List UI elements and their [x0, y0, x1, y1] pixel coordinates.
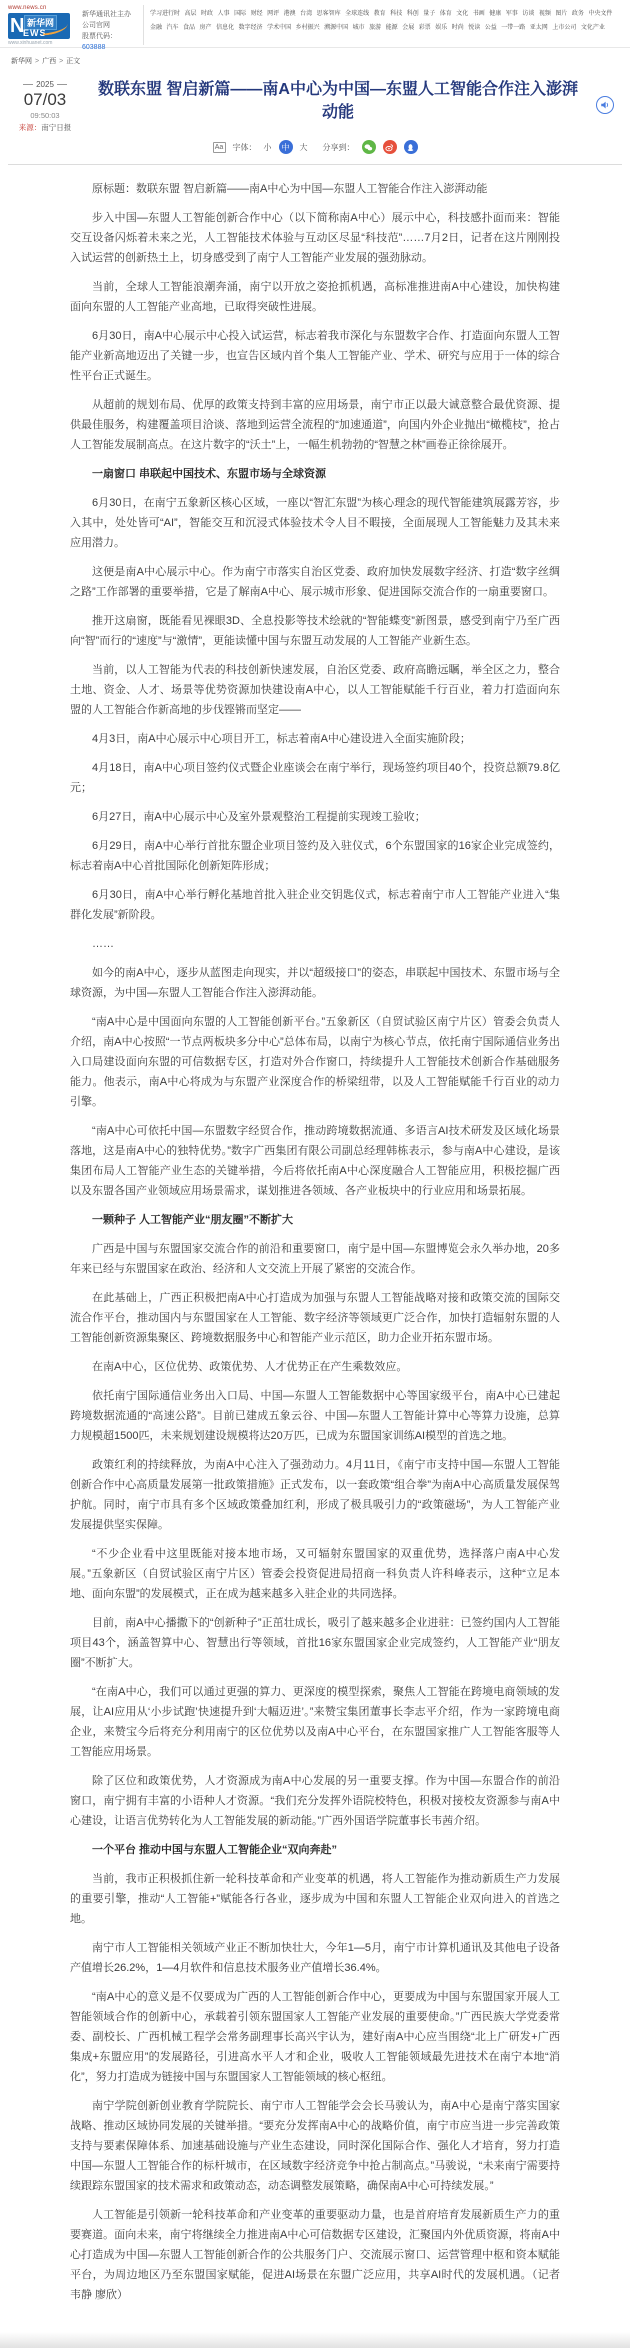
breadcrumb-separator: >	[59, 58, 64, 65]
year-line-right	[57, 84, 67, 85]
nav-link[interactable]: 公益	[484, 25, 497, 31]
source-value: 南宁日报	[41, 123, 72, 132]
article-paragraph: 在此基础上，广西正积极把南A中心打造成为加强与东盟人工智能战略对接和政策交流的国际交流合作平台，推动国内与东盟国家在人工智能、数字经济等领域更广泛合作，加快打造辐射东盟的人工智能创新资源集聚区、跨境数据服务中心和智能产业示范区，助力企业开拓东盟市场。	[70, 1292, 560, 1344]
stock-label: 股票代码：	[82, 33, 117, 40]
footer-gradient	[0, 2332, 630, 2348]
nav-link[interactable]: 时尚	[451, 25, 464, 31]
nav-link[interactable]: 会展	[402, 25, 415, 31]
nav-link[interactable]: 全球连线	[345, 11, 370, 17]
breadcrumb-item[interactable]: 广西	[42, 58, 57, 65]
nav-link[interactable]: 思客智库	[316, 11, 341, 17]
nav-link[interactable]: 上市公司	[552, 25, 577, 31]
article-paragraph: 这便是南A中心展示中心。作为南宁市落实自治区党委、政府加快发展数字经济、打造“数字丝绸之路”工作部署的重要举措，它是了解南A中心、展示城市形象、促进国际交流合作的一扇重要窗口。	[70, 566, 560, 598]
nav-link[interactable]: 文化	[456, 11, 469, 17]
site-header	[0, 0, 630, 51]
font-style-icon[interactable]: Aa	[213, 142, 226, 153]
nav-link[interactable]: 网评	[267, 11, 280, 17]
article-paragraph: “南A中心的意义是不仅要成为广西的人工智能创新合作中心，更要成为中国与东盟国家开展人工智能领域合作的创新中心，承载着引领东盟国家人工智能产业发展的重要使命。”广西民族大学党委常委、副校长、广西机械工程学会常务副理事长高兴宇认为，建好南A中心应当围绕“北上广研发+广西集成+东盟应用”的发展路径，引进高水平人才和企业，吸收人工智能领域最先进技术在南宁本地“消化”，努力打造成为链接中国与东盟国家人工智能领域的核心枢纽。	[70, 1991, 560, 2083]
article-paragraph: 除了区位和政策优势，人才资源成为南A中心发展的另一重要支撑。作为中国—东盟合作的前沿窗口，南宁拥有丰富的小语种人才资源。“我们充分发挥外语院校特色，积极对接校友资源参与南A中心建设，让语言优势转化为人工智能发展的新动能。”广西外国语学院董事长韦茜介绍。	[70, 1775, 560, 1827]
article-paragraph: 南宁市人工智能相关领域产业正不断加快壮大，今年1—5月，南宁市计算机通讯及其他电子设备产值增长26.2%，1—4月软件和信息技术服务业产值增长36.4%。	[70, 1942, 560, 1974]
nav-link[interactable]: 旅游	[369, 25, 382, 31]
article-toolbar	[0, 132, 630, 164]
section-heading: 一扇窗口 串联起中国技术、东盟市场与全球资源	[92, 468, 327, 480]
article-paragraph: “不少企业看中这里既能对接本地市场，又可辐射东盟国家的双重优势，选择落户南A中心发展。”五象新区（自贸试验区南宁片区）管委会投资促进局招商一科负责人许科峰表示，这种“立足本地、面向东盟”的发展模式，正在成为越来越多入驻企业的共同选择。	[70, 1548, 560, 1600]
section-heading: 一颗种子 人工智能产业“朋友圈”不断扩大	[92, 1214, 294, 1226]
nav-link[interactable]: 数字经济	[238, 25, 263, 31]
article-paragraph: 依托南宁国际通信业务出入口局、中国—东盟人工智能数据中心等国家级平台，南A中心已建起跨境数据流通的“高速公路”。目前已建成五象云谷、中国—东盟人工智能计算中心等算力设施，总算力规模超1500匹，未来规划建设规模将达20万匹，已成为东盟国家训练AI模型的首选之地。	[70, 1390, 560, 1442]
xinhua-logo-icon	[8, 13, 70, 39]
article-paragraph: 政策红利的持续释放，为南A中心注入了强劲动力。4月11日，《南宁市支持中国—东盟人工智能创新合作中心高质量发展第一批政策措施》正式发布，以一套政策“组合拳”为南A中心高质量发展保驾护航。同时，南宁市具有多个区域政策叠加红利，形成了极具吸引力的“政策磁场”，为人工智能产业发展提供坚实保障。	[70, 1459, 560, 1531]
font-label: 字体：	[232, 142, 257, 152]
weibo-share-icon[interactable]	[383, 140, 397, 154]
nav-link[interactable]: 食品	[183, 25, 196, 31]
nav-row-2	[150, 24, 622, 33]
nav-link[interactable]: 高层	[184, 11, 197, 17]
breadcrumb-item[interactable]: 新华网	[11, 58, 32, 65]
nav-link[interactable]: 彩票	[418, 25, 431, 31]
font-small-button[interactable]: 小	[263, 142, 272, 152]
article-paragraph: 广西是中国与东盟国家交流合作的前沿和重要窗口，南宁是中国—东盟博览会永久举办地，20多年来已经与东盟国家在政治、经济和人文交流上开展了紧密的交流合作。	[70, 1243, 560, 1275]
nav-link[interactable]: 房产	[199, 25, 212, 31]
nav-link[interactable]: 国际	[234, 11, 247, 17]
article-paragraph: 6月29日，南A中心举行首批东盟企业项目签约及入驻仪式，6个东盟国家的16家企业完成签约，标志着南A中心首批国际化创新矩阵形成；	[70, 840, 560, 872]
article-paragraph: 从超前的规划布局、优厚的政策支持到丰富的应用场景，南宁市正以最大诚意整合最优资源、提供最佳服务，构建覆盖项目洽谈、落地到运营全流程的“加速通道”，向国内外企业抛出“橄榄枝”，抢占人工智能发展制高点。在这片数字的“沃土”上，一幅生机勃勃的“智慧之林”画卷正徐徐展开。	[70, 399, 560, 451]
article-head	[0, 70, 630, 132]
nav-link[interactable]: 能源	[385, 25, 398, 31]
meta-time: 09:50:03	[30, 111, 60, 120]
nav-link[interactable]: 书画	[472, 11, 485, 17]
site-url-top: www.news.cn	[8, 5, 47, 11]
logo-letter-n: N	[10, 15, 25, 37]
article-paragraph: 如今的南A中心，逐步从蓝图走向现实，并以“超级接口”的姿态，串联起中国技术、东盟市场与全球资源，为中国—东盟人工智能合作注入澎湃动能。	[70, 967, 560, 999]
nav-link[interactable]: 科技	[390, 11, 403, 17]
article-paragraph: 6月30日，在南宁五象新区核心区域，一座以“智汇东盟”为核心理念的现代智能建筑展露芳容，步入其中，处处皆可“AI”，智能交互和沉浸式体验技术令人目不暇接，全面展现人工智能魅力及其未来应用潜力。	[70, 497, 560, 549]
org-line2[interactable]: 公司官网	[82, 22, 110, 29]
wechat-share-icon[interactable]	[362, 140, 376, 154]
article-paragraph: 推开这扇窗，既能看见裸眼3D、全息投影等技术绘就的“智能蝶变”新图景，感受到南宁乃至广西向“智”而行的“速度”与“激情”，更能读懂中国与东盟互动发展的人工智能产业新生态。	[70, 615, 560, 647]
audio-play-button[interactable]	[596, 96, 614, 114]
breadcrumb-item: 正文	[66, 58, 81, 65]
meta-date: 07/03	[23, 90, 67, 109]
nav-link[interactable]: 军事	[505, 11, 518, 17]
nav-link[interactable]: 财经	[250, 11, 263, 17]
meta-year: 2025	[10, 80, 80, 89]
article-paragraph: 6月27日，南A中心展示中心及室外景观整治工程提前实现竣工验收；	[92, 811, 426, 823]
nav-row-1	[150, 10, 622, 19]
nav-link[interactable]: 信息化	[216, 25, 235, 31]
article-paragraph: “南A中心是中国面向东盟的人工智能创新平台。”五象新区（自贸试验区南宁片区）管委会负责人介绍，南A中心按照“一节点两板块多分中心”总体布局，以南宁为核心节点，依托南宁国际通信业务出入口局建设面向东盟的可信数据专区，打造对外合作窗口，持续提升人工智能技术创新合作基础服务能力。他表示，南A中心将成为与东盟产业深度合作的桥梁纽带，以及人工智能赋能千行百业的动力引擎。	[70, 1016, 560, 1108]
top-nav	[144, 5, 622, 38]
page-title: 数联东盟 智启新篇——南A中心为中国—东盟人工智能合作注入澎湃动能	[97, 81, 578, 121]
article-paragraph: ……	[92, 938, 114, 950]
nav-link[interactable]: 时政	[201, 11, 214, 17]
article-paragraph: 原标题：数联东盟 智启新篇——南A中心为中国—东盟人工智能合作注入澎湃动能	[92, 183, 488, 195]
nav-link[interactable]: 人事	[217, 11, 230, 17]
nav-link[interactable]: 文化产业	[580, 25, 605, 31]
nav-link[interactable]: 悦读	[468, 25, 481, 31]
logo-swoosh-icon	[41, 22, 68, 36]
article-paragraph: 当前，全球人工智能浪潮奔涌，南宁以开放之姿抢抓机遇，高标准推进南A中心建设，加快构建面向东盟的人工智能产业高地，已取得突破性进展。	[70, 281, 560, 313]
nav-link[interactable]: 量子	[423, 11, 436, 17]
nav-link[interactable]: 教育	[373, 11, 386, 17]
article-body	[0, 165, 630, 2332]
section-heading: 一个平台 推动中国与东盟人工智能企业“双向奔赴”	[92, 1844, 338, 1856]
nav-link[interactable]: 娱乐	[435, 25, 448, 31]
nav-link[interactable]: 汽车	[166, 25, 179, 31]
article-paragraph: 6月30日，南A中心举行孵化基地首批入驻企业交钥匙仪式，标志着南宁市人工智能产业进入“集群化发展”新阶段。	[70, 889, 560, 921]
nav-link[interactable]: 体育	[439, 11, 452, 17]
nav-link[interactable]: 一带一路	[501, 25, 526, 31]
breadcrumb-separator: >	[35, 58, 40, 65]
article-paragraph: 南宁学院创新创业教育学院院长、南宁市人工智能学会会长马骏认为，南A中心是南宁落实国家战略、推动区域协同发展的关键举措。“要充分发挥南A中心的战略价值，南宁市应当进一步完善政策支持与要素保障体系、加速基础设施与产业生态建设，同时深化国际合作、强化人才培育，努力打造中国—东盟人工智能合作的标杆城市，在区域数字经济竞争中抢占制高点。”马骏说，“未来南宁需要持续跟踪东盟国家的技术需求和政策动态，动态调整发展策略，确保南A中心可持续发展。”	[70, 2100, 560, 2192]
article-paragraph: 当前，我市正积极抓住新一轮科技革命和产业变革的机遇，将人工智能作为推动新质生产力发展的重要引擎，推动“人工智能+”赋能各行各业，逐步成为中国和东盟人工智能企业双向进入的首选之地。	[70, 1873, 560, 1925]
source-label: 来源：	[18, 123, 42, 132]
nav-link[interactable]: 乡村振兴	[295, 25, 320, 31]
article-paragraph: “南A中心可依托中国—东盟数字经贸合作，推动跨境数据流通、多语言AI技术研发及区域化场景落地，这是南A中心的独特优势。”数字广西集团有限公司副总经理韩栋表示，参与南A中心建设，是该集团布局人工智能产业生态的关键举措，今后将依托南A中心深度融合人工智能应用，积极挖掘广西以及东盟各国产业领域应用场景需求，谋划推进各领域、各产业板块中的行业应用和场景拓展。	[70, 1125, 560, 1197]
nav-link[interactable]: 港澳	[283, 11, 296, 17]
site-url-bottom: www.xinhuanet.com	[8, 40, 53, 46]
nav-link[interactable]: 访谈	[522, 11, 535, 17]
article-paragraph: 当前，以人工智能为代表的科技创新快速发展，自治区党委、政府高瞻远瞩，举全区之力，整合土地、资金、人才、场景等优势资源加快建设南A中心，以人工智能赋能千行百业，着力打造面向东盟的人工智能合作新高地的步伐铿锵而坚定——	[70, 664, 560, 716]
article-paragraph: 人工智能是引领新一轮科技革命和产业变革的重要驱动力量，也是首府培育发展新质生产力的重要赛道。面向未来，南宁将继续全力推进南A中心可信数据专区建设，汇聚国内外优质资源，将南A中心打造成为中国—东盟人工智能创新合作的公共服务门户、交流展示窗口、运营管理中枢和资本赋能平台，为周边地区乃至东盟国家赋能，促进AI场景在东盟广泛应用，共享AI时代的发展机遇。（记者 韦静 廖欣）	[70, 2209, 560, 2301]
nav-link[interactable]: 金融	[150, 25, 163, 31]
nav-link[interactable]: 学术中国	[267, 25, 292, 31]
nav-link[interactable]: 视频	[538, 11, 551, 17]
article-paragraph: 目前，南A中心播撒下的“创新种子”正茁壮成长，吸引了越来越多企业进驻：已签约国内人工智能项目43个，涵盖智算中心、智慧出行等领域，首批16家东盟国家企业完成签约，人工智能产业“朋友圈”不断扩大。	[70, 1617, 560, 1669]
nav-link[interactable]: 政务	[571, 11, 584, 17]
nav-link[interactable]: 学习进行时	[150, 11, 181, 17]
logo-cn-text: 新华网	[24, 15, 57, 30]
org-line1: 新华通讯社主办	[82, 11, 131, 18]
nav-link[interactable]: 健康	[489, 11, 502, 17]
article-paragraph: 步入中国—东盟人工智能创新合作中心（以下简称南A中心）展示中心，科技感扑面而来：智能交互设备闪烁着未来之光，人工智能技术体验与互动区尽显“科技范”……7月2日，记者在这片刚刚投入试运营的创新热土上，切身感受到了南宁人工智能产业发展的强劲脉动。	[70, 212, 560, 264]
article-paragraph: “在南A中心，我们可以通过更强的算力、更深度的模型探索，聚焦人工智能在跨境电商领域的发展，让AI应用从‘小步试跑’快速提升到‘大幅迈进’。”来赞宝集团董事长李志平介绍，作为一家跨境电商企业，来赞宝今后将充分利用南宁的区位优势以及南A中心平台，在东盟国家推广人工智能客服等人工智能应用场景。	[70, 1686, 560, 1758]
stock-code-link[interactable]: 603888	[82, 44, 106, 51]
nav-link[interactable]: 中央文件	[588, 11, 613, 17]
year-line-left	[23, 84, 33, 85]
org-info	[82, 5, 144, 51]
nav-link[interactable]: 台湾	[300, 11, 313, 17]
meta-source	[10, 122, 80, 133]
article-paragraph: 6月30日，南A中心展示中心投入试运营，标志着我市深化与东盟数字合作、打造面向东盟人工智能产业新高地迈出了关键一步，也宣告区域内首个集人工智能产业、学术、研究与应用于一体的综合性平台正式诞生。	[70, 330, 560, 382]
share-label: 分享到：	[322, 142, 355, 152]
qq-share-icon[interactable]	[404, 140, 418, 154]
nav-link[interactable]: 亚太网	[529, 25, 548, 31]
article-meta	[10, 80, 80, 133]
article-paragraph: 4月3日，南A中心展示中心项目开工，标志着南A中心建设进入全面实施阶段；	[92, 733, 471, 745]
logo-ews-text: EWS	[23, 28, 47, 38]
speaker-icon	[600, 100, 610, 110]
nav-link[interactable]: 溯源中国	[324, 25, 349, 31]
nav-link[interactable]: 科创	[406, 11, 419, 17]
xinhua-logo[interactable]	[8, 5, 78, 47]
nav-link[interactable]: 城市	[352, 25, 365, 31]
article-paragraph: 在南A中心，区位优势、政策优势、人才优势正在产生乘数效应。	[92, 1361, 408, 1373]
font-medium-button[interactable]: 中	[279, 140, 293, 154]
article-paragraph: 4月18日，南A中心项目签约仪式暨企业座谈会在南宁举行，现场签约项目40个，投资总额79.8亿元；	[70, 762, 560, 794]
font-large-button[interactable]: 大	[299, 142, 308, 152]
nav-link[interactable]: 图片	[555, 11, 568, 17]
